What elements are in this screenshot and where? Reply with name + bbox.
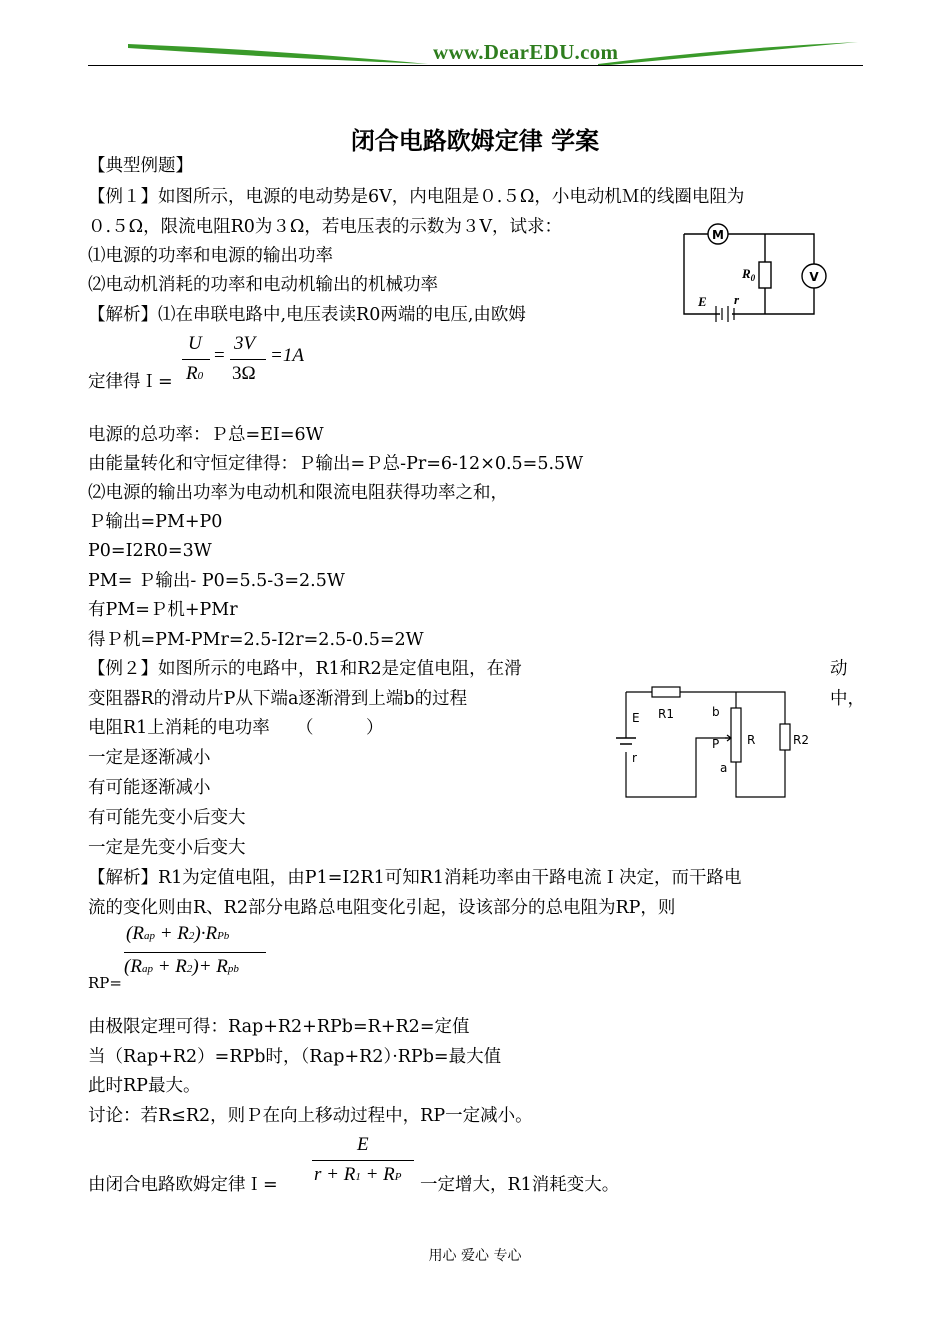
formula3-den-sub2: P: [394, 1171, 402, 1183]
example2-line2-end: 中，: [830, 689, 865, 709]
formula1-den1-sub: 0: [197, 370, 204, 382]
formula1-den2: 3Ω: [232, 363, 256, 384]
r1-label: R1: [658, 707, 674, 721]
slider-label: P: [712, 737, 720, 751]
example1-question1: ⑴电源的功率和电源的输出功率: [88, 246, 333, 266]
solution2-line5: 此时RP最大。: [88, 1076, 201, 1096]
solution1-output-power: 由能量转化和守恒定律得：Ｐ输出=Ｐ总-Pr=6-12×0.5=5.5W: [88, 454, 584, 474]
slider-bottom-label: a: [720, 761, 728, 775]
formula1-num1: U: [188, 333, 202, 354]
section-heading: 【典型例题】: [88, 156, 193, 176]
solution1-part2: ⑵电源的输出功率为电动机和限流电阻获得功率之和，: [88, 483, 508, 503]
formula1-den1: R: [186, 363, 198, 384]
formula3-den-sub1: 1: [355, 1171, 361, 1183]
solution2-line1: 【解析】R1为定值电阻，由P1=I2R1可知R1消耗功率由干路电流Ｉ决定，而干路电: [88, 868, 742, 888]
formula2-num-b: + R: [154, 923, 189, 944]
solution1-line1: 【解析】⑴在串联电路中,电压表读R0两端的电压,由欧姆: [88, 305, 526, 325]
solution2-final-b: 一定增大，R1消耗变大。: [420, 1175, 620, 1195]
rheostat-label: R: [747, 733, 756, 747]
emf-label: E: [698, 294, 707, 309]
option-d: 一定是先变小后变大: [88, 838, 246, 858]
example2-line1: 【例２】如图所示的电路中，R1和R2是定值电阻，在滑: [88, 659, 522, 679]
formula2-den-sub1: ap: [141, 963, 153, 975]
formula2-den-sub3: pb: [227, 963, 239, 975]
site-logo: www.DearEDU.com: [433, 40, 619, 64]
example2-line1-end: 动: [830, 659, 848, 679]
page-header: [88, 36, 863, 70]
formula1-num2: 3V: [234, 333, 256, 354]
solution1-line2: 定律得Ｉ=: [88, 372, 173, 392]
example1-line2: ０.５Ω，限流电阻R0为３Ω，若电压表的示数为３V，试求：: [88, 217, 563, 237]
example1-line1: 【例１】如图所示，电源的电动势是6V，内电阻是０.５Ω，小电动机Ｍ的线圈电阻为: [88, 187, 745, 207]
formula3-num: E: [357, 1134, 369, 1155]
solution2-discussion: 讨论：若R≤R2，则Ｐ在向上移动过程中，RP一定减小。: [88, 1106, 533, 1126]
emf-label-2: E: [632, 711, 640, 725]
option-b: 有可能逐渐减小: [88, 778, 211, 798]
voltmeter-symbol: V: [809, 270, 819, 284]
formula2-den-c: )+ R: [192, 956, 228, 977]
solution1-total-power: 电源的总功率：Ｐ总=EI=6W: [88, 425, 324, 445]
example2-line2: 变阻器R的滑动片P从下端a逐渐滑到上端b的过程: [88, 689, 468, 709]
solution1-eq3: PM= Ｐ输出- P0=5.5-3=2.5W: [88, 571, 345, 591]
formula2-den-b: + R: [152, 956, 187, 977]
right-swoosh-decoration: [598, 36, 858, 66]
formula3-den-a: r + R: [314, 1164, 356, 1185]
motor-symbol: M: [712, 228, 724, 242]
solution1-eq5: 得Ｐ机=PM-PMr=2.5-I2r=2.5-0.5=2W: [88, 630, 424, 650]
formula1-rhs: =1A: [270, 345, 304, 366]
formula3-den-b: + R: [360, 1164, 395, 1185]
r0-label: $R_0$: [742, 266, 756, 283]
solution1-eq1: Ｐ输出=PM+P0: [88, 512, 223, 532]
internal-resistance-label: r: [734, 292, 740, 307]
solution1-eq4: 有PM=Ｐ机+PMr: [88, 600, 238, 620]
solution2-line4: 当（Rap+R2）=RPb时，（Rap+R2）·RPb=最大值: [88, 1047, 502, 1067]
formula2-den-sub2: 2: [186, 963, 193, 975]
formula2-num-a: (R: [126, 923, 144, 944]
formula2-num-sub2: 2: [188, 930, 195, 942]
r2-label: R2: [793, 733, 809, 747]
example2-line3: 电阻R1上消耗的电功率 （ ）: [88, 718, 384, 738]
option-a: 一定是逐渐减小: [88, 748, 211, 768]
formula2-den-a: (R: [124, 956, 142, 977]
slider-top-label: b: [712, 705, 720, 719]
header-rule: [88, 65, 863, 66]
formula2-num-sub1: ap: [143, 930, 155, 942]
solution2-final-a: 由闭合电路欧姆定律Ｉ=: [88, 1175, 278, 1195]
left-swoosh-decoration: [128, 36, 428, 66]
solution1-eq2: P0=I2R0=3W: [88, 541, 212, 561]
example1-question2: ⑵电动机消耗的功率和电动机输出的机械功率: [88, 275, 438, 295]
solution2-line3: 由极限定理可得：Rap+R2+RPb=R+R2=定值: [88, 1017, 470, 1037]
solution2-line2: 流的变化则由R、R2部分电路总电阻变化引起，设该部分的总电阻为RP，则: [88, 898, 676, 918]
internal-r-label-2: r: [632, 751, 637, 765]
circuit-diagram-1: [676, 222, 840, 322]
rp-label: RP=: [88, 974, 122, 992]
formula2-num-c: )·R: [194, 923, 218, 944]
formula2-num-sub3: Pb: [217, 930, 230, 942]
page-title: 闭合电路欧姆定律 学案: [350, 127, 600, 155]
page-footer: 用心 爱心 专心: [428, 1248, 522, 1264]
circuit-diagram-2: [612, 686, 822, 802]
option-c: 有可能先变小后变大: [88, 808, 246, 828]
